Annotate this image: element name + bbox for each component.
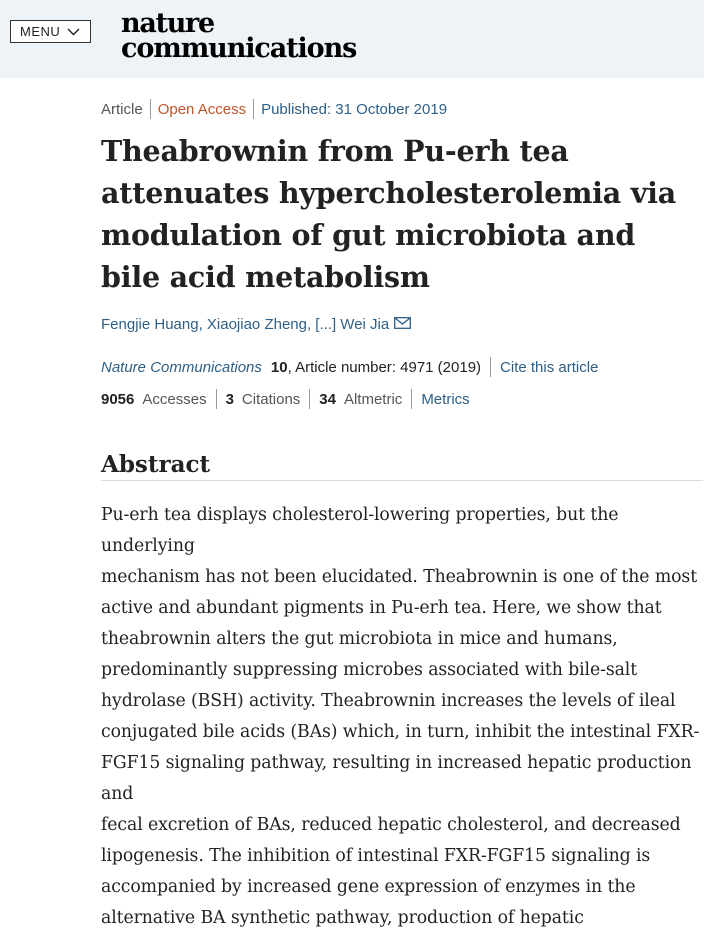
logo-line-1: nature: [121, 8, 214, 39]
citation-line: [101, 355, 701, 379]
journal-name[interactable]: Nature Communications: [101, 358, 262, 376]
abstract-heading: Abstract: [101, 451, 703, 481]
article-title: Theabrownin from Pu-erh tea attenuates hypercholesterolemia via modulation of gut microbiota and bile acid metabolism: [101, 134, 677, 294]
mail-icon[interactable]: [394, 317, 411, 329]
open-access-badge: Open Access: [157, 100, 247, 118]
abstract-text: [101, 500, 701, 934]
article-metrics: [101, 387, 701, 411]
abstract-line: predominantly suppressing microbes associated with bile-salt: [101, 660, 638, 681]
divider: [411, 389, 412, 409]
article-meta: [101, 92, 701, 126]
divider: [490, 357, 491, 377]
divider: [216, 389, 217, 409]
chevron-down-icon: [67, 28, 80, 36]
authors-text[interactable]: Fengjie Huang, Xiaojiao Zheng, [...] Wei Jia: [101, 316, 390, 333]
altmetric-count: 34: [319, 390, 336, 408]
accesses-label: Accesses: [142, 390, 207, 408]
article-number: , Article number: 4971 (2019): [287, 358, 482, 376]
site-header: [0, 0, 704, 78]
divider: [150, 99, 151, 119]
published-date: Published: 31 October 2019: [261, 100, 448, 118]
abstract-line: conjugated bile acids (BAs) which, in turn, inhibit the intestinal FXR-: [101, 722, 700, 743]
abstract-line: theabrownin alters the gut microbiota in mice and humans,: [101, 629, 618, 650]
article-type: Article: [101, 100, 143, 118]
abstract-line: fecal excretion of BAs, reduced hepatic cholesterol, and decreased: [101, 815, 681, 836]
altmetric-label: Altmetric: [343, 390, 403, 408]
abstract-line: Pu-erh tea displays cholesterol-lowering properties, but the underlying: [101, 505, 619, 557]
citations-label: Citations: [241, 390, 301, 408]
metrics-link[interactable]: Metrics: [421, 390, 470, 408]
journal-logo[interactable]: [121, 8, 357, 64]
accesses-count: 9056: [101, 390, 135, 408]
abstract-line: lipogenesis. The inhibition of intestinal FXR-FGF15 signaling is: [101, 846, 651, 867]
abstract-line: active and abundant pigments in Pu-erh tea. Here, we show that: [101, 598, 662, 619]
abstract-line: hydrolase (BSH) activity. Theabrownin increases the levels of ileal: [101, 691, 676, 712]
divider: [253, 99, 254, 119]
article-content: [101, 92, 701, 934]
abstract-line: accompanied by increased gene expression of enzymes in the: [101, 877, 636, 898]
abstract-line: FGF15 signaling pathway, resulting in increased hepatic production and: [101, 753, 692, 805]
volume-number: 10: [270, 358, 288, 376]
author-list[interactable]: [101, 316, 701, 333]
menu-label: MENU: [20, 24, 61, 39]
divider: [309, 389, 310, 409]
abstract-line: alternative BA synthetic pathway, production of hepatic: [101, 908, 584, 929]
cite-this-article-link[interactable]: Cite this article: [500, 358, 599, 376]
abstract-line: mechanism has not been elucidated. Theabrownin is one of the most: [101, 567, 698, 588]
menu-button[interactable]: [10, 20, 91, 43]
citations-count: 3: [225, 390, 234, 408]
logo-line-2: communications: [121, 33, 357, 64]
